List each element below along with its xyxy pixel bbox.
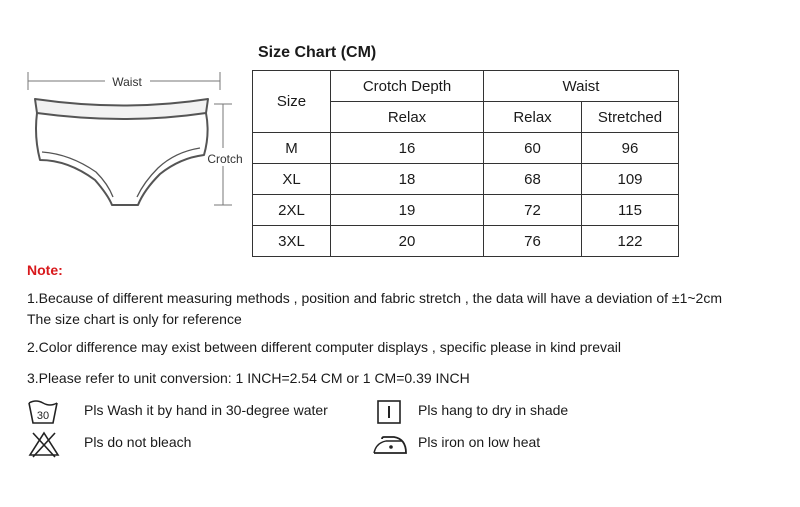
hand-wash-icon <box>27 397 59 427</box>
cell-size: 2XL <box>253 195 331 226</box>
cell-size: XL <box>253 164 331 195</box>
cell-waist-stretched: 115 <box>582 195 679 226</box>
note-line-2: 2.Color difference may exist between different computer displays , specific please in kind prevail <box>27 339 622 355</box>
header-waist-relax: Relax <box>484 102 582 133</box>
cell-waist-relax: 76 <box>484 226 582 257</box>
header-crotch-depth: Crotch Depth <box>331 71 484 102</box>
table-row <box>253 195 679 226</box>
care-hang-text: Pls hang to dry in shade <box>418 402 569 418</box>
care-iron-text: Pls iron on low heat <box>418 434 541 450</box>
cell-crotch-relax: 16 <box>331 133 484 164</box>
care-bleach-text: Pls do not bleach <box>84 434 192 450</box>
cell-crotch-relax: 19 <box>331 195 484 226</box>
cell-waist-relax: 72 <box>484 195 582 226</box>
header-crotch-relax: Relax <box>331 102 484 133</box>
size-chart-title: Size Chart (CM) <box>258 44 377 61</box>
table-row <box>253 133 679 164</box>
hand-wash-icon-temperature: 30 <box>36 410 50 422</box>
cell-waist-relax: 60 <box>484 133 582 164</box>
note-line-1: 1.Because of different measuring methods , position and fabric stretch , the data will have a deviation of ±1~2cm <box>27 290 722 306</box>
care-wash-text: Pls Wash it by hand in 30-degree water <box>84 402 328 418</box>
cell-waist-stretched: 96 <box>582 133 679 164</box>
cell-size: 3XL <box>253 226 331 257</box>
note-line-1-continued: The size chart is only for reference <box>27 311 242 327</box>
cell-crotch-relax: 18 <box>331 164 484 195</box>
note-line-3: 3.Please refer to unit conversion: 1 INCH=2.54 CM or 1 CM=0.39 INCH <box>27 370 470 386</box>
table-header-row <box>253 71 679 102</box>
header-size: Size <box>253 71 331 133</box>
hang-dry-shade-icon <box>376 399 402 425</box>
header-waist-stretched: Stretched <box>582 102 679 133</box>
cell-waist-stretched: 122 <box>582 226 679 257</box>
cell-waist-stretched: 109 <box>582 164 679 195</box>
crotch-label: Crotch <box>207 152 243 166</box>
iron-low-heat-icon <box>372 431 412 457</box>
cell-crotch-relax: 20 <box>331 226 484 257</box>
table-row <box>253 164 679 195</box>
table-row <box>253 226 679 257</box>
briefs-outline <box>35 99 208 205</box>
size-chart-table <box>252 70 679 257</box>
garment-diagram <box>20 62 250 222</box>
cell-waist-relax: 68 <box>484 164 582 195</box>
cell-size: M <box>253 133 331 164</box>
note-label: Note: <box>27 262 63 278</box>
header-waist: Waist <box>484 71 679 102</box>
do-not-bleach-icon <box>28 430 60 458</box>
waist-label: Waist <box>112 75 142 89</box>
